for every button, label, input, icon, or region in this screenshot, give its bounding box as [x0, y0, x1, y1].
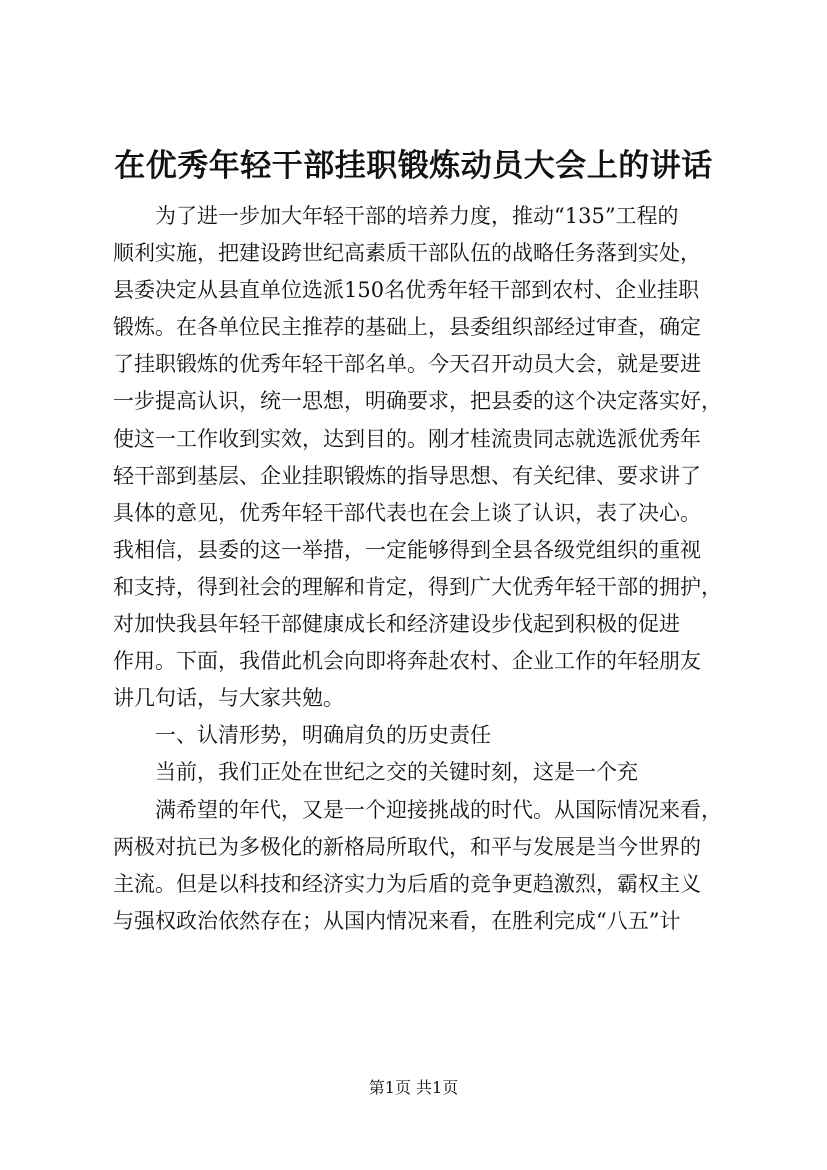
paragraph-line: 主流。但是以科技和经济实力为后盾的竞争更趋激烈，霸权主义 — [113, 871, 701, 896]
paragraph-line: 为了进一步加大年轻干部的培养力度，推动“135”工程的 — [155, 204, 679, 228]
paragraph-line: 使这一工作收到实效，达到目的。刚才桂流贵同志就选派优秀年 — [113, 426, 701, 451]
paragraph-line: 顺利实施，把建设跨世纪高素质干部队伍的战略任务落到实处， — [113, 241, 701, 266]
paragraph-line: 和支持，得到社会的理解和肯定，得到广大优秀年轻干部的拥护， — [113, 574, 722, 599]
paragraph-line: 与强权政治依然存在；从国内情况来看，在胜利完成“八五”计 — [113, 908, 681, 933]
paragraph-line: 作用。下面，我借此机会向即将奔赴农村、企业工作的年轻朋友 — [113, 649, 701, 674]
paragraph-line: 对加快我县年轻干部健康成长和经济建设步伐起到积极的促进 — [113, 612, 680, 637]
paragraph-line: 满希望的年代，又是一个迎接挑战的时代。从国际情况来看， — [155, 797, 722, 822]
paragraph-line: 一步提高认识，统一思想，明确要求，把县委的这个决定落实好， — [113, 389, 722, 414]
paragraph-line: 讲几句话，与大家共勉。 — [113, 686, 344, 711]
section-heading: 一、认清形势，明确肩负的历史责任 — [155, 723, 491, 748]
paragraph-line: 轻干部到基层、企业挂职锻炼的指导思想、有关纪律、要求讲了 — [113, 463, 701, 488]
document-title: 在优秀年轻干部挂职锻炼动员大会上的讲话 — [114, 148, 713, 184]
page-footer: 第1页 共1页 — [368, 1078, 459, 1097]
paragraph-line: 锻炼。在各单位民主推荐的基础上，县委组织部经过审查，确定 — [113, 315, 701, 340]
paragraph-line: 了挂职锻炼的优秀年轻干部名单。今天召开动员大会，就是要进 — [113, 352, 701, 377]
paragraph-line: 具体的意见，优秀年轻干部代表也在会上谈了认识，表了决心。 — [113, 500, 701, 525]
paragraph-line: 我相信，县委的这一举措，一定能够得到全县各级党组织的重视 — [113, 537, 701, 562]
document-body — [113, 198, 733, 940]
paragraph-line: 当前，我们正处在世纪之交的关键时刻，这是一个充 — [155, 760, 638, 785]
paragraph-line: 两极对抗已为多极化的新格局所取代，和平与发展是当今世界的 — [113, 834, 701, 859]
paragraph-line: 县委决定从县直单位选派150名优秀年轻干部到农村、企业挂职 — [113, 278, 700, 303]
